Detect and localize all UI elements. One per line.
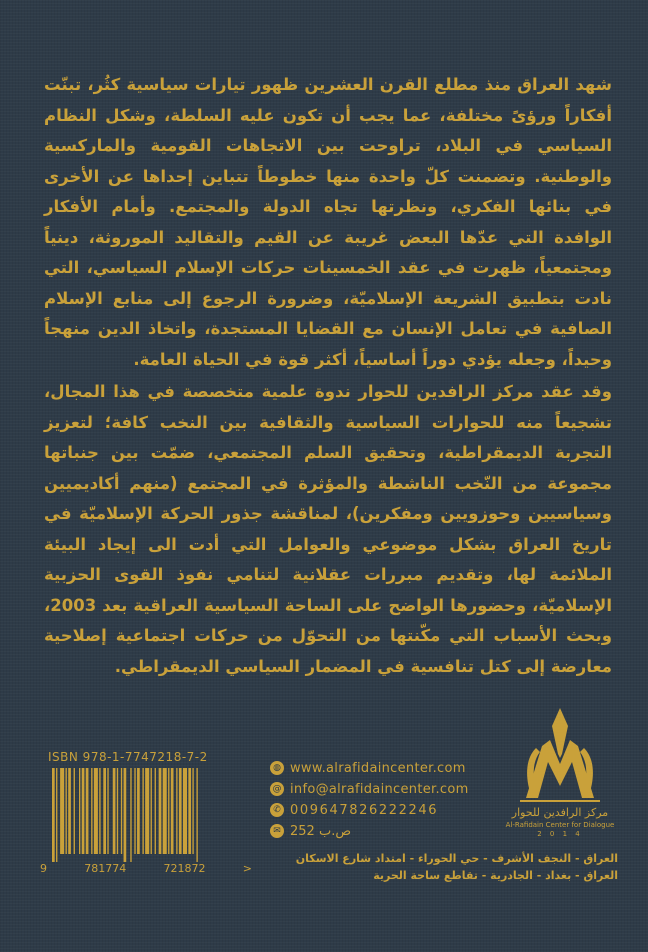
address-block xyxy=(258,850,618,884)
contact-list xyxy=(270,758,490,842)
phone-text: 009647826222246 xyxy=(290,802,439,818)
phone-icon: ✆ xyxy=(270,803,284,817)
po-box-text: ص.ب 252 xyxy=(290,823,352,839)
contact-email[interactable] xyxy=(270,779,490,799)
barcode-digit-group: 721872 xyxy=(163,862,206,875)
logo-english-name: Al-Rafidain Center for Dialogue xyxy=(505,821,615,829)
barcode-digit-group: 9 xyxy=(40,862,47,875)
paragraph-2: وقد عقد مركز الرافدين للحوار ندوة علمية متخصصة في هذا المجال، تشجيعاً منه للحوارات السياسية والثقافية بين النخب كافة؛ لتعزيز التجربة الديمقراطية، وتحقيق السلم المجتمعي، ضمّت بين جنباتها مجموعة من النّخب الناشطة والمؤثرة في المجتمع (منهم أكاديميين وسياسيين وحوزويين ومفكرين)، لمناقشة جذور الحركة الإسلاميّة في تاريخ العراق بشكل موضوعي والعوامل التي أدت الى إيجاد البيئة الملائمة لها، وتقديم مبررات عقلانية لتنامي نفوذ القوى الحزبية الإسلاميّة، وحضورها الواضح على الساحة السياسية العراقية بعد 2003، وبحث الأسباب التي مكّنتها من التحوّل من حركات اجتماعية إصلاحية معارضة إلى كتل تنافسية في المضمار السياسي الديمقراطي. xyxy=(44,382,612,676)
logo-year: 2 0 1 4 xyxy=(537,830,583,838)
website-text[interactable]: www.alrafidaincenter.com xyxy=(290,760,466,776)
back-cover-text xyxy=(44,70,612,682)
isbn-label: ISBN 978-1-7747218-7-2 xyxy=(48,750,208,764)
email-icon: @ xyxy=(270,782,284,796)
barcode-digit-group: > xyxy=(242,862,252,875)
address-baghdad: العراق - بغداد - الجادرية - تقاطع ساحة الحرية xyxy=(373,869,618,882)
contact-website[interactable] xyxy=(270,758,490,778)
globe-icon: ◍ xyxy=(270,761,284,775)
barcode-graphic xyxy=(50,768,246,862)
contact-phone xyxy=(270,800,490,820)
barcode-digit-group: 781774 xyxy=(84,862,127,875)
mailbox-icon: ✉ xyxy=(270,824,284,838)
address-najaf: العراق - النجف الأشرف - حي الحوراء - امتداد شارع الاسكان xyxy=(295,852,618,865)
logo-emblem-icon xyxy=(502,706,618,806)
center-logo xyxy=(502,706,618,846)
email-text[interactable]: info@alrafidaincenter.com xyxy=(290,781,469,797)
contact-po-box xyxy=(270,821,490,841)
logo-arabic-name: مركز الرافدين للحوار xyxy=(511,806,609,819)
isbn-barcode-block xyxy=(40,750,252,890)
paragraph-1: شهد العراق منذ مطلع القرن العشرين ظهور تيارات سياسية كثُر، تبنّت أفكاراً ورؤىً مختلفة، عما يجب أن تكون عليه السلطة، وشكل النظام السياسي في البلاد، تراوحت بين الاتجاهات القومية والماركسية والوطنية. وتضمنت كلّ واحدة منها خطوطاً تتباين إحداها عن الأخرى في بنائها الفكري، ونظرتها تجاه الدولة والمجتمع. وأمام الأفكار الوافدة التي عدّها البعض غريبة عن القيم والتقاليد الموروثة، دينياً ومجتمعياً، ظهرت في عقد الخمسينات حركات الإسلام السياسي، التي نادت بتطبيق الشريعة الإسلاميّة، وضرورة الرجوع إلى منابع الإسلام الصافية في تعامل الإنسان مع القضايا المستجدة، واتخاذ الدين منهجاً وحيداً، وجعله يؤدي دوراً أساسياً، أكثر قوة في الحياة العامة. xyxy=(44,75,612,369)
barcode-digits xyxy=(40,862,252,875)
